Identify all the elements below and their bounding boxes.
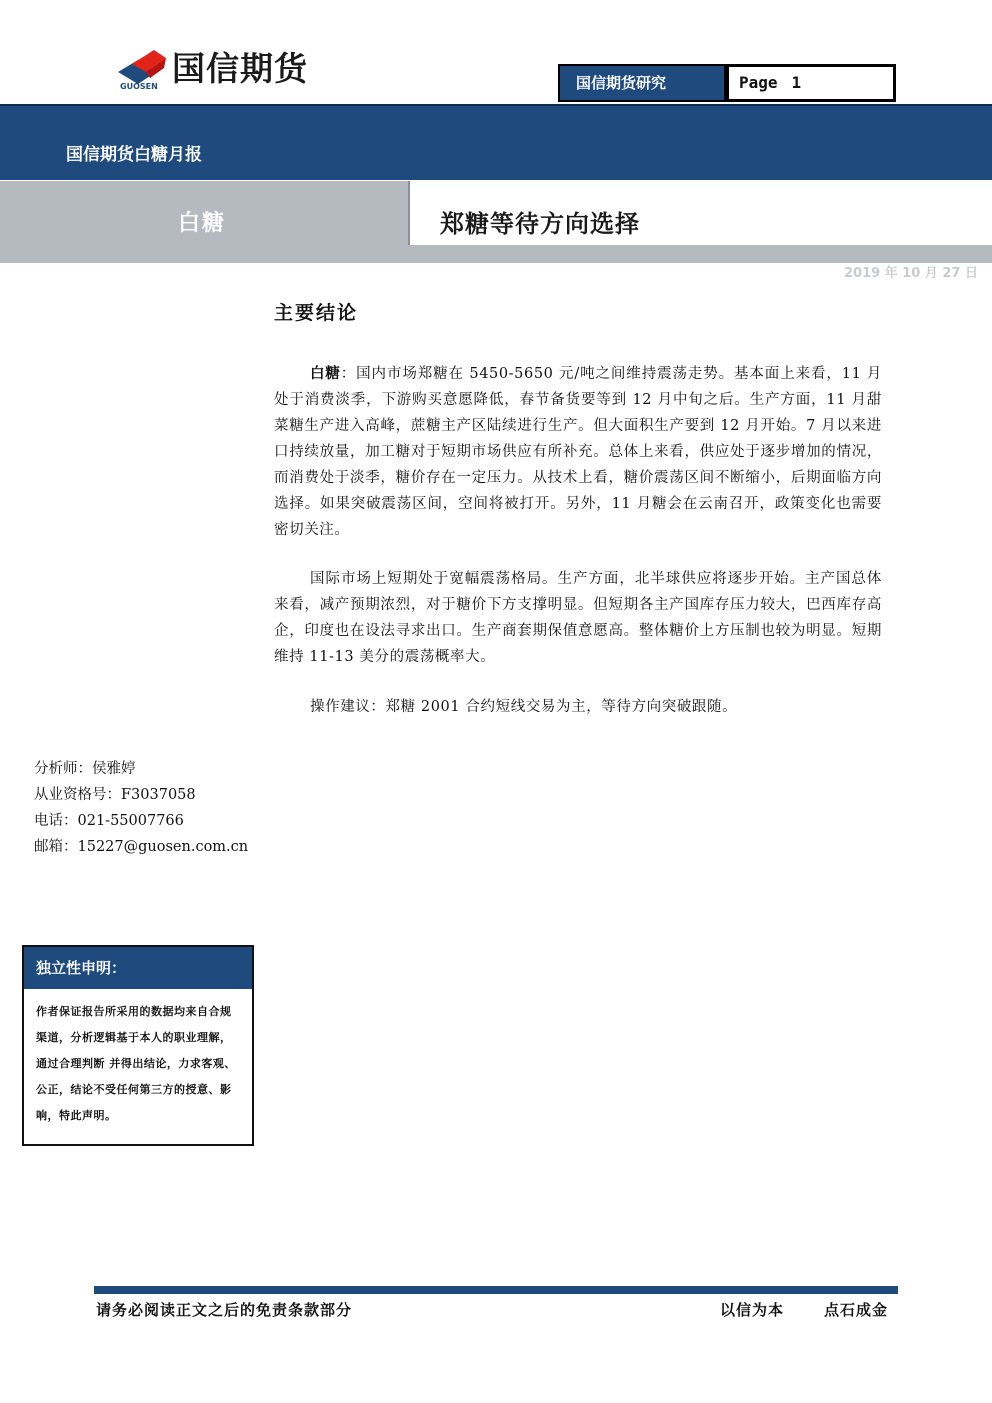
section-heading: 主要结论	[274, 302, 359, 324]
date-strip	[408, 245, 992, 263]
logo-subtext: GUOSEN	[120, 82, 158, 91]
analyst-info	[34, 756, 248, 860]
footer-slogan-1: 以信为本	[720, 1301, 785, 1319]
report-series-title: 国信期货白糖月报	[66, 145, 202, 165]
page-number: 1	[791, 73, 802, 92]
paragraph-international: 国际市场上短期处于宽幅震荡格局。生产方面，北半球供应将逐步开始。主产国总体来看，减产预期浓烈，对于糖价下方支撑明显。但短期各主产国库存压力较大，巴西库存高企，印度也在设法寻求出口。生产商套期保值意愿高。整体糖价上方压制也较为明显。短期维持 11-13 美分的震荡概率大。	[274, 571, 882, 665]
category-label: 白糖	[178, 211, 227, 236]
paragraph-lead: 白糖	[310, 365, 341, 382]
report-title: 郑糖等待方向选择	[440, 210, 640, 238]
paragraph-text: ：国内市场郑糖在 5450-5650 元/吨之间维持震荡走势。基本面上来看，11 月处于消费淡季，下游购买意愿降低，春节备货要等到 12 月中旬之后。生产方面，11 月甜菜糖生产进入高峰，蔗糖主产区陆续进行生产。但大面积生产要到 12 月开始。7 月以来进口持续放量，加工糖对于短期市场供应有所补充。总体上来看，供应处于逐步增加的情况，而消费处于淡季，糖价存在一定压力。从技术上看，糖价震荡区间不断缩小，后期面临方向选择。如果突破震荡区间，空间将被打开。另外，11 月糖会在云南召开，政策变化也需要密切关注。	[274, 366, 882, 538]
analyst-name: 分析师：侯雅婷	[34, 761, 136, 777]
logo-mark-icon	[116, 50, 166, 86]
report-date: 2019 年 10 月 27 日	[844, 266, 978, 281]
statement-title: 独立性申明：	[24, 947, 252, 989]
page-indicator	[726, 64, 896, 102]
page-label: Page	[739, 73, 778, 92]
paragraph-recommendation: 操作建议：郑糖 2001 合约短线交易为主，等待方向突破跟随。	[310, 699, 738, 715]
footer-slogan-2: 点石成金	[824, 1301, 889, 1319]
analyst-license: 从业资格号：F3037058	[34, 787, 196, 803]
company-logo	[116, 48, 356, 94]
analyst-email: 邮箱：15227@guosen.com.cn	[34, 839, 249, 855]
footer-disclaimer-notice: 请务必阅读正文之后的免责条款部分	[96, 1301, 353, 1319]
statement-text: 作者保证报告所采用的数据均来自合规渠道，分析逻辑基于本人的职业理解，通过合理判断 并得出结论，力求客观、公正，结论不受任何第三方的授意、影响，特此声明。	[36, 1005, 236, 1122]
footer-rule	[94, 1286, 898, 1294]
independence-statement	[22, 945, 254, 1146]
analyst-phone: 电话：021-55007766	[34, 813, 184, 829]
logo-text: 国信期货	[172, 49, 308, 88]
research-label-box: 国信期货研究	[558, 64, 726, 102]
paragraph-domestic	[274, 361, 882, 543]
